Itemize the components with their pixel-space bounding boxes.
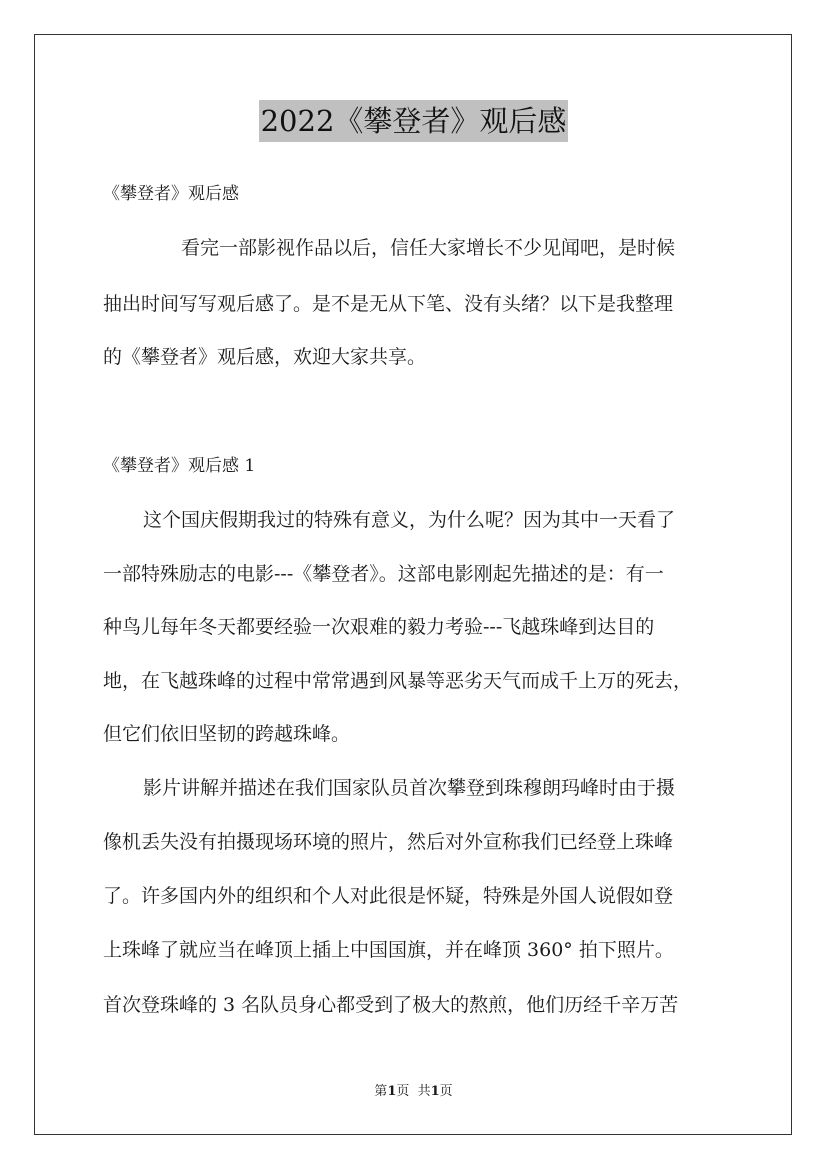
- intro-line: 看完一部影视作品以后，信任大家增长不少见闻吧，是时候: [181, 237, 676, 259]
- intro-line: 的《攀登者》观后感，欢迎大家共享。: [103, 346, 427, 368]
- footer-page-total: 1: [430, 1084, 440, 1099]
- footer-prefix: 第: [374, 1084, 388, 1099]
- body-line: 地，在飞越珠峰的过程中常常遇到风暴等恶劣天气而成千上万的死去，: [103, 670, 693, 692]
- footer-suffix: 页: [439, 1084, 453, 1099]
- footer-mid: 页 共: [396, 1084, 431, 1099]
- body-line: 首次登珠峰的 3 名队员身心都受到了极大的熬煎，他们历经千辛万苦: [103, 994, 679, 1016]
- body-line: 这个国庆假期我过的特殊有意义，为什么呢？因为其中一天看了: [143, 509, 676, 531]
- document-subtitle: 《攀登者》观后感: [103, 184, 239, 204]
- document-title-text: 2022《攀登者》观后感: [259, 100, 569, 142]
- section-heading: 《攀登者》观后感 1: [103, 456, 256, 476]
- body-line: 上珠峰了就应当在峰顶上插上中国国旗，并在峰顶 360° 拍下照片。: [103, 939, 674, 961]
- document-title: [0, 100, 827, 142]
- body-line: 一部特殊励志的电影---《攀登者》。这部电影刚起先描述的是：有一: [103, 563, 664, 585]
- body-line: 影片讲解并描述在我们国家队员首次攀登到珠穆朗玛峰时由于摄: [143, 777, 676, 799]
- body-line: 了。许多国内外的组织和个人对此很是怀疑，特殊是外国人说假如登: [103, 885, 674, 907]
- body-line: 像机丢失没有拍摄现场环境的照片，然后对外宣称我们已经登上珠峰: [103, 831, 674, 853]
- body-line: 种鸟儿每年冬天都要经验一次艰难的毅力考验---飞越珠峰到达目的: [103, 616, 655, 638]
- body-line: 但它们依旧坚韧的跨越珠峰。: [103, 723, 351, 745]
- page-number-footer: [0, 1083, 827, 1101]
- intro-line: 抽出时间写写观后感了。是不是无从下笔、没有头绪？以下是我整理: [103, 293, 674, 315]
- footer-page-num: 1: [387, 1084, 397, 1099]
